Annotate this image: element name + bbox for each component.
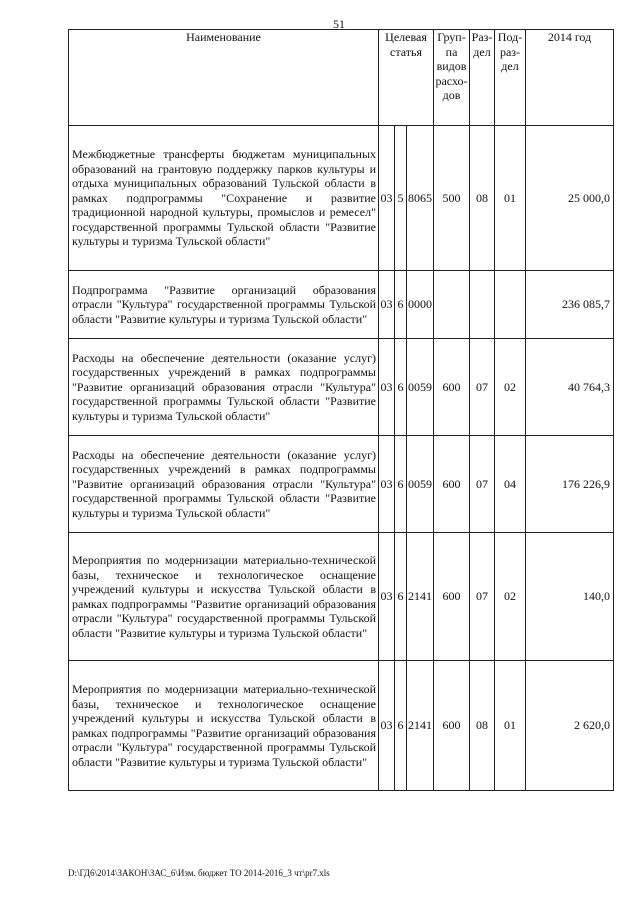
- row-code-program: 03: [379, 436, 395, 533]
- row-name: Расходы на обеспечение деятельности (оказание услуг) государственных учреждений в рамках подпрограммы "Развитие организаций образования отрасли "Культура" государственной программы Тульской области "Развитие культуры и туризма Тульской области": [69, 339, 379, 436]
- row-name: Подпрограмма "Развитие организаций образования отрасли "Культура" государственной программы Тульской области "Развитие культуры и туризма Тульской области": [69, 271, 379, 339]
- header-row: [69, 30, 614, 126]
- row-expense-group: 600: [434, 661, 470, 791]
- row-amount: 2 620,0: [526, 661, 614, 791]
- row-section: 07: [470, 436, 495, 533]
- row-code-subprogram: 6: [395, 661, 407, 791]
- header-subsection: Под-раз-дел: [495, 30, 526, 126]
- row-expense-group: 600: [434, 436, 470, 533]
- row-amount: 40 764,3: [526, 339, 614, 436]
- row-subsection: 01: [495, 126, 526, 271]
- header-expense-group: Груп-па видов расхо-дов: [434, 30, 470, 126]
- row-code-direction: 2141: [407, 661, 434, 791]
- row-code-program: 03: [379, 339, 395, 436]
- budget-table: [68, 29, 614, 791]
- table-row: [69, 126, 614, 271]
- file-path-footer: D:\ГД6\2014\ЗАКОН\ЗАС_6\Изм. бюджет ТО 2014-2016_3 чт\pr7.xls: [68, 868, 330, 878]
- row-section: [470, 271, 495, 339]
- table-row: [69, 339, 614, 436]
- row-name: Расходы на обеспечение деятельности (оказание услуг) государственных учреждений в рамках подпрограммы "Развитие организаций образования отрасли "Культура" государственной программы Тульской области "Развитие культуры и туризма Тульской области": [69, 436, 379, 533]
- row-code-program: 03: [379, 126, 395, 271]
- row-code-program: 03: [379, 271, 395, 339]
- row-subsection: 04: [495, 436, 526, 533]
- row-name: Мероприятия по модернизации материально-технической базы, техническое и технологическое оснащение учреждений культуры и искусства Тульской области в рамках подпрограммы "Развитие организаций образования отрасли "Культура" государственной программы Тульской области "Развитие культуры и туризма Тульской области": [69, 533, 379, 661]
- row-code-program: 03: [379, 533, 395, 661]
- row-code-direction: 8065: [407, 126, 434, 271]
- table-row: [69, 271, 614, 339]
- row-section: 07: [470, 533, 495, 661]
- row-amount: 25 000,0: [526, 126, 614, 271]
- row-section: 08: [470, 126, 495, 271]
- row-subsection: 02: [495, 339, 526, 436]
- row-expense-group: 600: [434, 533, 470, 661]
- row-subsection: [495, 271, 526, 339]
- row-code-direction: 0059: [407, 436, 434, 533]
- row-amount: 140,0: [526, 533, 614, 661]
- row-code-program: 03: [379, 661, 395, 791]
- header-section: Раз-дел: [470, 30, 495, 126]
- header-year: 2014 год: [526, 30, 614, 126]
- table-row: [69, 436, 614, 533]
- row-code-subprogram: 6: [395, 271, 407, 339]
- row-section: 07: [470, 339, 495, 436]
- row-expense-group: [434, 271, 470, 339]
- row-code-subprogram: 6: [395, 339, 407, 436]
- row-code-subprogram: 6: [395, 533, 407, 661]
- row-code-subprogram: 6: [395, 436, 407, 533]
- row-section: 08: [470, 661, 495, 791]
- page-number: 51: [333, 17, 345, 31]
- header-target-article: Целевая статья: [379, 30, 434, 126]
- row-subsection: 02: [495, 533, 526, 661]
- row-code-direction: 2141: [407, 533, 434, 661]
- row-name: Межбюджетные трансферты бюджетам муниципальных образований на грантовую поддержку парков культуры и отдыха муниципальных образований Тульской области в рамках подпрограммы "Сохранение и развитие традиционной народной культуры, промыслов и ремесел" государственной программы Тульской области "Развитие культуры и туризма Тульской области": [69, 126, 379, 271]
- row-expense-group: 600: [434, 339, 470, 436]
- row-code-direction: 0000: [407, 271, 434, 339]
- table-row: [69, 533, 614, 661]
- row-subsection: 01: [495, 661, 526, 791]
- row-code-direction: 0059: [407, 339, 434, 436]
- row-amount: 236 085,7: [526, 271, 614, 339]
- table-row: [69, 661, 614, 791]
- header-name: Наименование: [69, 30, 379, 126]
- row-code-subprogram: 5: [395, 126, 407, 271]
- row-amount: 176 226,9: [526, 436, 614, 533]
- row-name: Мероприятия по модернизации материально-технической базы, техническое и технологическое оснащение учреждений культуры и искусства Тульской области в рамках подпрограммы "Развитие организаций образования отрасли "Культура" государственной программы Тульской области "Развитие культуры и туризма Тульской области": [69, 661, 379, 791]
- row-expense-group: 500: [434, 126, 470, 271]
